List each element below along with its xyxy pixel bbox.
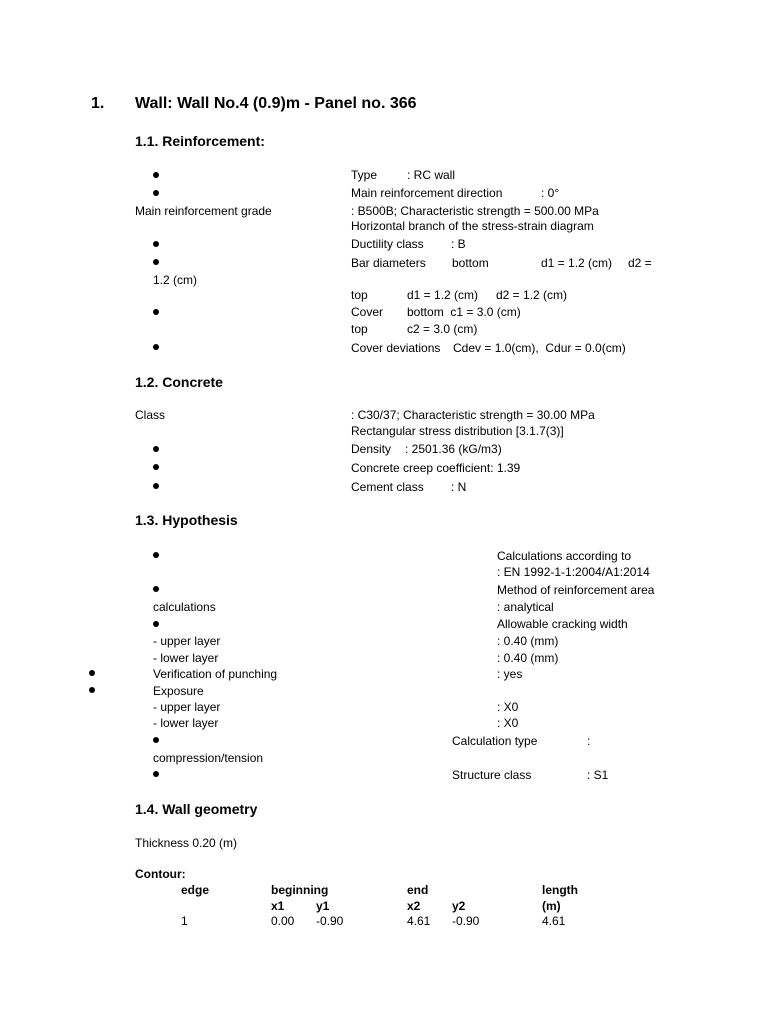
crack-upper-value: : 0.40 (mm) — [497, 634, 559, 648]
geometry-heading: 1.4. Wall geometry — [135, 801, 258, 817]
col-x1: x1 — [271, 899, 285, 913]
col-length: length — [542, 883, 578, 897]
bullet-icon — [153, 586, 159, 592]
bar-bottom-d1: d1 = 1.2 (cm) — [541, 256, 613, 270]
bullet-icon — [153, 621, 159, 627]
bullet-icon — [153, 259, 159, 265]
crack-lower-value: : 0.40 (mm) — [497, 651, 559, 665]
bar-label: Bar diameters — [351, 256, 426, 270]
ductility-value: : B — [451, 237, 466, 251]
bullet-icon — [153, 464, 159, 470]
grade-label: Main reinforcement grade — [135, 204, 272, 218]
bullet-icon — [153, 446, 159, 452]
structclass-label: Structure class — [452, 768, 532, 782]
class-note: Rectangular stress distribution [3.1.7(3)] — [351, 424, 564, 438]
bar-top-d2: d2 = 1.2 (cm) — [496, 288, 568, 302]
bullet-icon — [153, 344, 159, 350]
bar-bottom-d2-cont: 1.2 (cm) — [153, 273, 198, 287]
method-label-b: calculations — [153, 600, 216, 614]
grade-note: Horizontal branch of the stress-strain diagram — [351, 219, 594, 233]
bullet-icon — [153, 737, 159, 743]
col-beginning: beginning — [271, 883, 329, 897]
bar-bottom-label: bottom — [452, 256, 489, 270]
exp-lower-label: - lower layer — [153, 716, 219, 730]
col-x2: x2 — [407, 899, 421, 913]
method-label-a: Method of reinforcement area — [497, 583, 655, 597]
method-value: : analytical — [497, 600, 554, 614]
calc-label: Calculations according to — [497, 549, 632, 563]
type-value: : RC wall — [407, 168, 456, 182]
punch-value: : yes — [497, 667, 523, 681]
exp-lower-value: : X0 — [497, 716, 519, 730]
deviation-label: Cover deviations — [351, 341, 441, 355]
bullet-icon — [153, 172, 159, 178]
exp-upper-label: - upper layer — [153, 700, 221, 714]
density-value: : 2501.36 (kG/m3) — [405, 442, 502, 456]
bar-top-label: top — [351, 288, 368, 302]
deviation-value: Cdev = 1.0(cm), Cdur = 0.0(cm) — [453, 341, 626, 355]
crack-upper-label: - upper layer — [153, 634, 221, 648]
cell-length: 4.61 — [542, 914, 566, 928]
exp-upper-value: : X0 — [497, 700, 519, 714]
cover-top-label: top — [351, 322, 368, 336]
col-y2: y2 — [452, 899, 466, 913]
calc-value: : EN 1992-1-1:2004/A1:2014 — [497, 565, 650, 579]
bar-bottom-d2: d2 = — [628, 256, 652, 270]
col-unit: (m) — [542, 899, 561, 913]
bullet-icon — [153, 552, 159, 558]
grade-value: : B500B; Characteristic strength = 500.00 MPa — [351, 204, 599, 218]
cell-x1: 0.00 — [271, 914, 295, 928]
bar-top-d1: d1 = 1.2 (cm) — [407, 288, 479, 302]
crack-label: Allowable cracking width — [497, 617, 628, 631]
direction-value: : 0° — [541, 186, 560, 200]
bullet-icon — [153, 309, 159, 315]
creep-text: Concrete creep coefficient: 1.39 — [351, 461, 521, 475]
calctype-label: Calculation type — [452, 734, 538, 748]
cell-y2: -0.90 — [452, 914, 480, 928]
bullet-icon — [153, 771, 159, 777]
cement-label: Cement class — [351, 480, 424, 494]
cover-top: c2 = 3.0 (cm) — [407, 322, 478, 336]
class-label: Class — [135, 408, 166, 422]
exposure-label: Exposure — [153, 684, 204, 698]
calctype-value: compression/tension — [153, 751, 264, 765]
bullet-icon — [153, 483, 159, 489]
punch-label: Verification of punching — [153, 667, 278, 681]
cement-value: : N — [451, 480, 467, 494]
bullet-icon — [153, 241, 159, 247]
bullet-icon — [89, 670, 95, 676]
ductility-label: Ductility class — [351, 237, 424, 251]
col-edge: edge — [181, 883, 210, 897]
section-number: 1. — [91, 95, 105, 112]
col-end: end — [407, 883, 429, 897]
hypothesis-heading: 1.3. Hypothesis — [135, 512, 238, 528]
bullet-icon — [153, 190, 159, 196]
cell-edge: 1 — [181, 914, 188, 928]
page-title: Wall: Wall No.4 (0.9)m - Panel no. 366 — [135, 95, 417, 112]
cover-bottom: bottom c1 = 3.0 (cm) — [407, 305, 521, 319]
bullet-icon — [89, 687, 95, 693]
calctype-colon: : — [587, 734, 591, 748]
contour-title: Contour: — [135, 867, 186, 881]
reinforcement-heading: 1.1. Reinforcement: — [135, 133, 265, 149]
density-label: Density — [351, 442, 392, 456]
cell-y1: -0.90 — [316, 914, 344, 928]
class-value: : C30/37; Characteristic strength = 30.00 MPa — [351, 408, 595, 422]
concrete-heading: 1.2. Concrete — [135, 374, 223, 390]
cell-x2: 4.61 — [407, 914, 431, 928]
crack-lower-label: - lower layer — [153, 651, 219, 665]
direction-label: Main reinforcement direction — [351, 186, 503, 200]
col-y1: y1 — [316, 899, 330, 913]
type-label: Type — [351, 168, 378, 182]
cover-label: Cover — [351, 305, 384, 319]
thickness-text: Thickness 0.20 (m) — [135, 836, 238, 850]
structclass-value: : S1 — [587, 768, 609, 782]
